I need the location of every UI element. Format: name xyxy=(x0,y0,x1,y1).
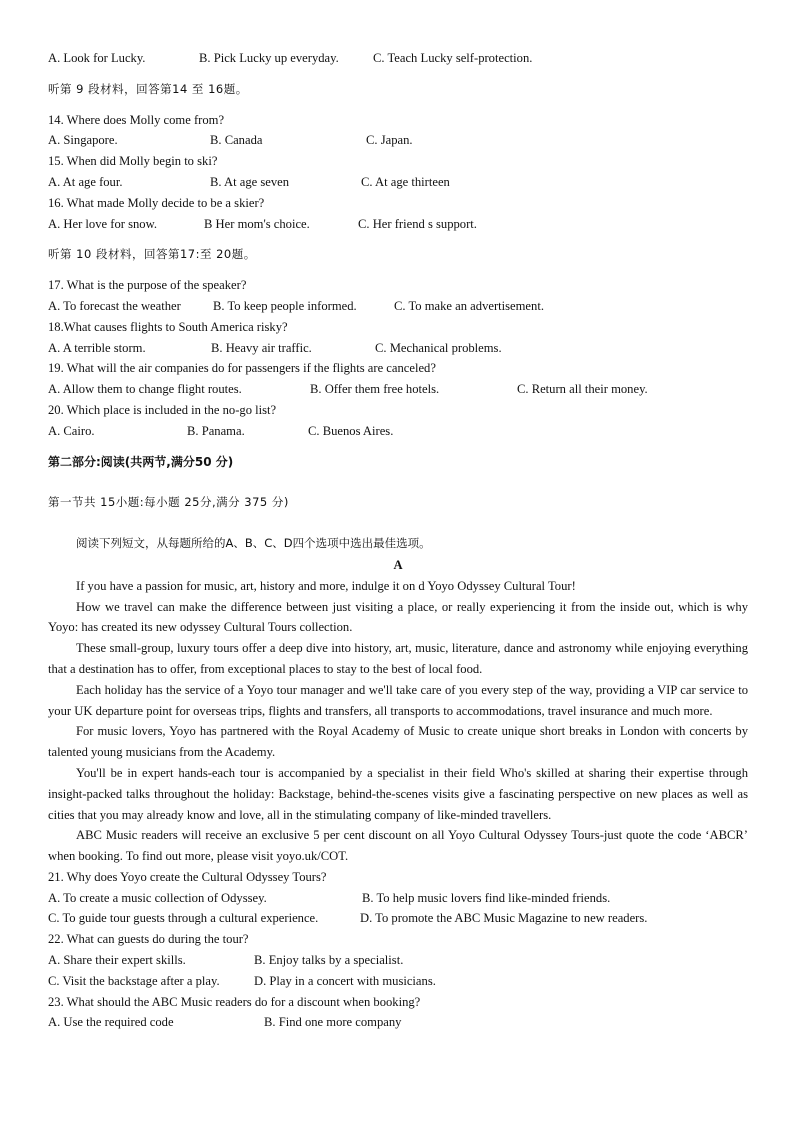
q15-option-c: C. At age thirteen xyxy=(361,174,450,189)
q17-option-c: C. To make an advertisement. xyxy=(394,298,544,313)
passage-paragraph: These small-group, luxury tours offer a deep dive into history, art, music, literature, dance and astronomy while enjoying everything that a destination has to offer, from exceptional places to stay to the best of local food. xyxy=(48,641,748,676)
q22-options-ab xyxy=(48,950,748,971)
q22-question: 22. What can guests do during the tour? xyxy=(48,932,249,947)
part2-heading: 第二部分:阅读(共两节,满分50 分) xyxy=(48,454,234,469)
q21-option-b: B. To help music lovers find like-minded friends. xyxy=(362,890,611,905)
passage-paragraph: If you have a passion for music, art, history and more, indulge it on d Yoyo Odyssey Cultural Tour! xyxy=(76,578,576,593)
q22-option-a: A. Share their expert skills. xyxy=(48,953,186,968)
q22-option-d: D. Play in a concert with musicians. xyxy=(254,973,436,988)
q18-option-a: A. A terrible storm. xyxy=(48,340,146,355)
q19-option-c: C. Return all their money. xyxy=(517,382,648,397)
q14-option-c: C. Japan. xyxy=(366,133,413,148)
q19-option-a: A. Allow them to change flight routes. xyxy=(48,382,242,397)
q16-option-c: C. Her friend s support. xyxy=(358,216,477,231)
q18-option-c: C. Mechanical problems. xyxy=(375,340,502,355)
q16-option-b: B Her mom's choice. xyxy=(204,216,310,231)
q23-option-a: A. Use the required code xyxy=(48,1015,174,1030)
q18-option-b: B. Heavy air traffic. xyxy=(211,340,312,355)
q16-options xyxy=(48,214,748,235)
passage-paragraph: For music lovers, Yoyo has partnered with the Royal Academy of Music to create unique short breaks in London with concerts by talented young musicians from the Academy. xyxy=(48,724,748,760)
q20-option-c: C. Buenos Aires. xyxy=(308,423,394,438)
q19-question: 19. What will the air companies do for passengers if the flights are canceled? xyxy=(48,361,436,376)
reading-instructions: 阅读下列短文，从每题所给的A、B、C、D四个选项中选出最佳选项。 xyxy=(76,536,431,551)
q14-option-b: B. Canada xyxy=(210,133,263,148)
q14-option-a: A. Singapore. xyxy=(48,133,118,148)
q20-question: 20. Which place is included in the no-go list? xyxy=(48,402,277,417)
q23-option-b: B. Find one more company xyxy=(264,1015,402,1030)
q23-options xyxy=(48,1012,748,1033)
passage-paragraph: How we travel can make the difference between just visiting a place, or really experiencing it from the inside out, which is why Yoyo: has created its new odyssey Cultural Tours collection. xyxy=(48,599,748,635)
q17-option-a: A. To forecast the weather xyxy=(48,298,181,313)
q21-options-ab xyxy=(48,888,748,909)
exam-page xyxy=(48,48,748,1033)
q13-option-b: B. Pick Lucky up everyday. xyxy=(199,51,339,65)
passage-paragraph: You'll be in expert hands-each tour is accompanied by a specialist in their field Who's skilled at sharing their expertise through insight-packed talks throughout the holiday: Backstage, behind-the-scenes visits give a fascinating perspective on new places as well as cities that you may already know and love, all in the stimulating company of like-minded travellers. xyxy=(48,765,748,822)
q21-option-d: D. To promote the ABC Music Magazine to new readers. xyxy=(360,911,648,926)
section9-heading: 听第 9 段材料，回答第14 至 16题。 xyxy=(48,81,248,96)
passage-letter: A xyxy=(393,557,403,572)
passage-paragraph: ABC Music readers will receive an exclusive 5 per cent discount on all Yoyo Cultural Odyssey Tours-just quote the code ‘ABCR’ when booking. To find out more, please visit yoyo.uk/COT. xyxy=(48,828,748,864)
q14-question: 14. Where does Molly come from? xyxy=(48,112,225,127)
q19-option-b: B. Offer them free hotels. xyxy=(310,382,440,397)
q22-options-cd xyxy=(48,971,748,992)
q13-option-a: A. Look for Lucky. xyxy=(48,51,146,65)
q14-options xyxy=(48,130,748,151)
q17-options xyxy=(48,296,748,317)
q16-question: 16. What made Molly decide to be a skier? xyxy=(48,195,265,210)
q15-option-b: B. At age seven xyxy=(210,174,290,189)
q15-option-a: A. At age four. xyxy=(48,174,123,189)
q20-option-b: B. Panama. xyxy=(187,423,245,438)
q18-question: 18.What causes flights to South America risky? xyxy=(48,319,288,334)
q21-option-c: C. To guide tour guests through a cultural experience. xyxy=(48,911,319,926)
q19-options xyxy=(48,379,748,400)
q22-option-b: B. Enjoy talks by a specialist. xyxy=(254,953,404,968)
section10-heading: 听第 10 段材料，回答第17:至 20题。 xyxy=(48,247,256,262)
q23-question: 23. What should the ABC Music readers do for a discount when booking? xyxy=(48,994,421,1009)
q21-options-cd xyxy=(48,908,748,929)
q15-question: 15. When did Molly begin to ski? xyxy=(48,154,218,169)
q21-option-a: A. To create a music collection of Odyssey. xyxy=(48,890,267,905)
passage-paragraph: Each holiday has the service of a Yoyo tour manager and we'll take care of you every step of the way, providing a VIP car service to your UK departure point for overseas trips, flights and transfers, all transports to accommodations, travel insurance and much more. xyxy=(48,682,748,718)
q21-question: 21. Why does Yoyo create the Cultural Odyssey Tours? xyxy=(48,869,327,884)
part2-section1-heading: 第一节共 15小题:每小题 25分,满分 375 分) xyxy=(48,495,289,510)
q20-option-a: A. Cairo. xyxy=(48,423,95,438)
q17-question: 17. What is the purpose of the speaker? xyxy=(48,278,247,293)
q16-option-a: A. Her love for snow. xyxy=(48,216,158,231)
q15-options xyxy=(48,172,748,193)
q13-option-c: C. Teach Lucky self-protection. xyxy=(373,51,533,65)
q20-options xyxy=(48,421,748,442)
q22-option-c: C. Visit the backstage after a play. xyxy=(48,973,220,988)
q13-options xyxy=(48,48,748,69)
q18-options xyxy=(48,338,748,359)
q17-option-b: B. To keep people informed. xyxy=(213,298,357,313)
